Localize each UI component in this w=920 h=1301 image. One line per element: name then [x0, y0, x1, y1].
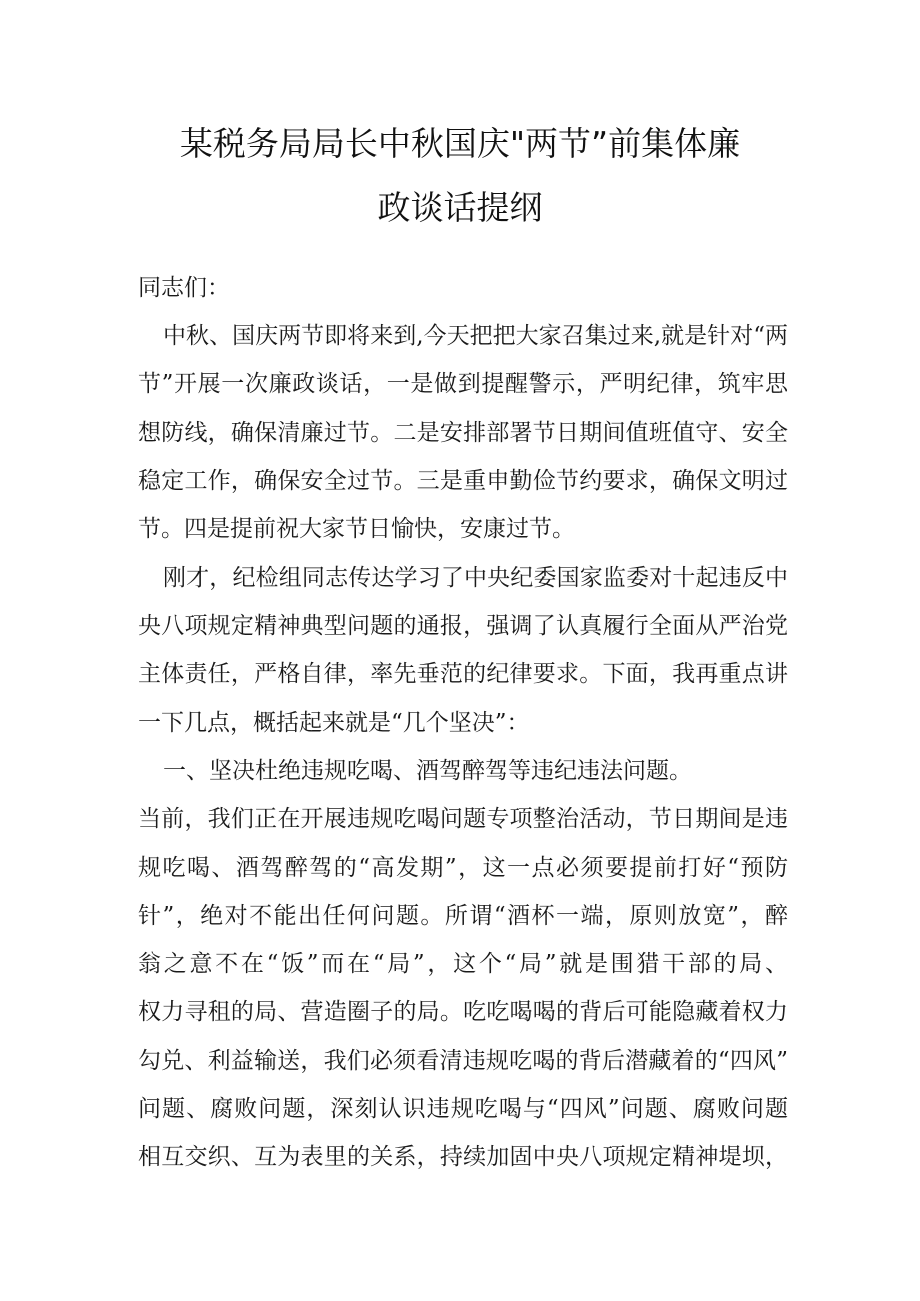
paragraph-2-line: 央八项规定精神典型问题的通报，强调了认真履行全面从严治党: [138, 613, 788, 639]
paragraph-3-line: 问题、腐败问题，深刻认识违规吃喝与“四风”问题、腐败问题: [138, 1096, 788, 1122]
paragraph-1-line: 中秋、国庆两节即将来到,今天把把大家召集过来,就是针对“两: [163, 323, 788, 349]
paragraph-1-line: 节。四是提前祝大家节日愉快，安康过节。: [138, 516, 575, 542]
paragraph-1-line: 想防线，确保清廉过节。二是安排部署节日期间值班值守、安全: [138, 420, 788, 446]
paragraph-2-line: 一下几点，概括起来就是“几个坚决”：: [138, 710, 530, 736]
paragraph-1-line: 节”开展一次廉政谈话，一是做到提醒警示，严明纪律，筑牢思: [138, 371, 788, 397]
paragraph-2-line: 刚才，纪检组同志传达学习了中央纪委国家监委对十起违反中: [163, 565, 788, 591]
paragraph-3-line: 勾兑、利益输送，我们必须看清违规吃喝的背后潜藏着的“四风”: [138, 1048, 788, 1074]
document-title-line-2: 政谈话提纲: [377, 188, 543, 227]
paragraph-3-line: 权力寻租的局、营造圈子的局。吃吃喝喝的背后可能隐藏着权力: [138, 999, 788, 1025]
salutation: 同志们：: [138, 275, 230, 301]
document-title-line-1: 某税务局局长中秋国庆"两节”前集体廉: [179, 124, 741, 163]
paragraph-3-line: 翁之意不在“饭”而在“局”，这个“局”就是围猎干部的局、: [138, 951, 788, 977]
paragraph-1-line: 稳定工作，确保安全过节。三是重申勤俭节约要求，确保文明过: [138, 468, 788, 494]
paragraph-3-line: 当前，我们正在开展违规吃喝问题专项整治活动，节日期间是违: [138, 806, 788, 832]
paragraph-3-line: 针”，绝对不能出任何问题。所谓“酒杯一端，原则放宽”，醉: [138, 903, 788, 929]
paragraph-2-line: 主体责任，严格自律，率先垂范的纪律要求。下面，我再重点讲: [138, 661, 788, 687]
paragraph-3-line: 规吃喝、酒驾醉驾的“高发期”，这一点必须要提前打好“预防: [138, 855, 788, 881]
section-heading-1: 一、坚决杜绝违规吃喝、酒驾醉驾等违纪违法问题。: [163, 758, 692, 784]
paragraph-3-line: 相互交织、互为表里的关系，持续加固中央八项规定精神堤坝，: [138, 1144, 788, 1170]
